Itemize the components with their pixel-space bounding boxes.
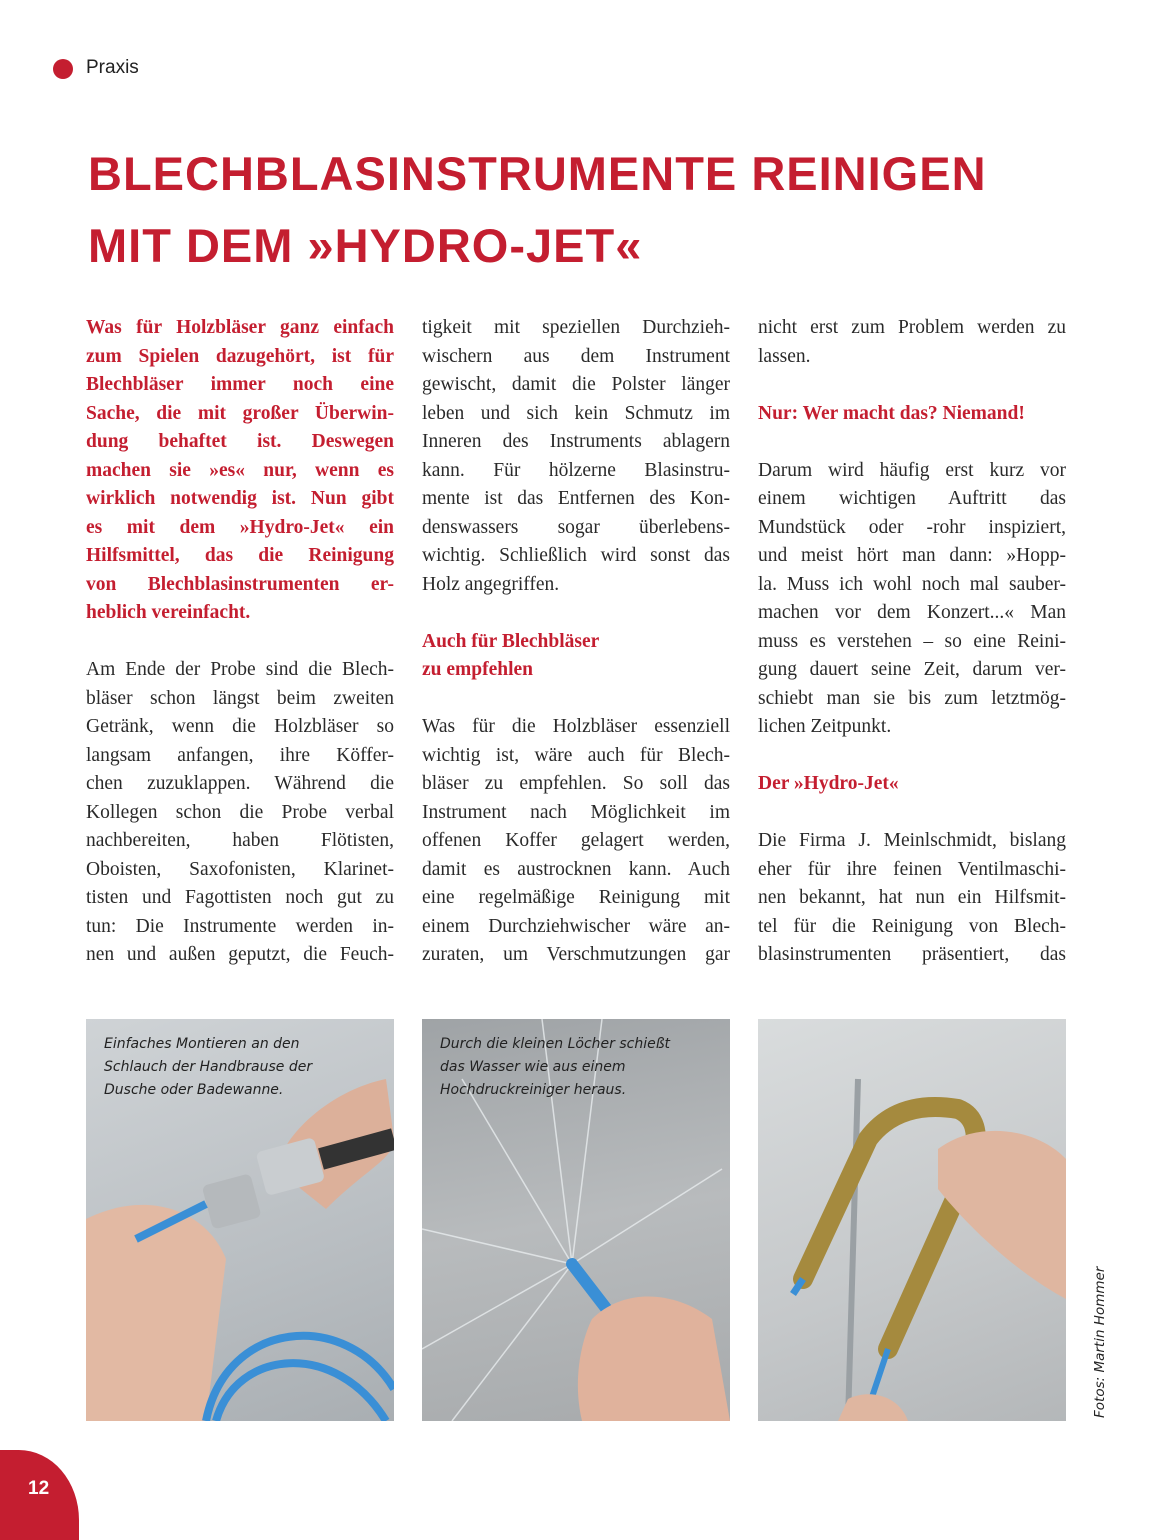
text-line: Was für Holzbläser ganz einfach — [86, 317, 394, 338]
text-line: gung dauert seine Zeit, darum ver- — [758, 659, 1066, 680]
text-line: wirklich notwendig ist. Nun gibt — [86, 488, 394, 509]
photo-caption — [104, 1033, 312, 1102]
text-line: bläser schon längst beim zweiten — [86, 687, 394, 709]
text-line: eher für ihre feinen Ventilmaschi- — [758, 858, 1066, 880]
text-line: tigkeit mit speziellen Durchzieh- — [422, 317, 730, 338]
text-line: machen sie »es« nur, wenn es — [86, 459, 394, 481]
text-line: eine regelmäßige Reinigung mit — [422, 887, 730, 908]
text-line: einem wichtigen Auftritt das — [758, 488, 1066, 509]
text-line: nicht erst zum Problem werden zu — [758, 317, 1066, 338]
text-line: Sache, die mit großer Überwin- — [86, 402, 394, 424]
lead-paragraph — [86, 314, 394, 628]
body-paragraph — [422, 314, 730, 599]
text-line: blasinstrumenten präsentiert, das — [758, 944, 1066, 965]
article-title — [88, 138, 987, 282]
text-line: leben und sich kein Schmutz im — [422, 402, 730, 424]
text-line: Inneren des Instruments ablagern — [422, 431, 730, 452]
page-number: 12 — [28, 1478, 50, 1499]
text-line: nachbereiten, haben Flötisten, — [86, 830, 394, 851]
text-line: Getränk, wenn die Holzbläser so — [86, 716, 394, 737]
text-column-3 — [758, 314, 1066, 998]
text-line: Holz angegriffen. — [422, 573, 560, 595]
section-marker-dot — [53, 59, 73, 79]
title-line-2: MIT DEM »HYDRO-JET« — [88, 219, 643, 272]
text-line: Mundstück oder -rohr inspiziert, — [758, 516, 1066, 538]
text-line: von Blechblasinstrumenten er- — [86, 573, 394, 595]
text-line: zuraten, um Verschmutzungen gar — [422, 944, 730, 965]
text-line: tisten und Fagottisten noch gut zu — [86, 887, 394, 908]
body-paragraph — [758, 827, 1066, 970]
caption-line: Hochdruckreiniger heraus. — [440, 1082, 627, 1098]
text-line: dung behaftet ist. Deswegen — [86, 431, 394, 452]
text-line: Oboisten, Saxofonisten, Klarinet- — [86, 858, 394, 880]
text-line: langsam anfangen, ihre Köffer- — [86, 744, 394, 766]
text-line: heblich vereinfacht. — [86, 602, 251, 623]
text-line: Instrument nach Möglichkeit im — [422, 801, 730, 823]
photo-credit: Fotos: Martin Hommer — [1092, 1266, 1108, 1418]
text-line: denswassers sogar überlebens- — [422, 516, 730, 538]
photo-caption — [440, 1033, 670, 1102]
text-line: zu empfehlen — [422, 659, 534, 680]
text-line: kann. Für hölzerne Blasinstru- — [422, 459, 730, 481]
text-line: einem Durchziehwischer wäre an- — [422, 915, 730, 937]
text-line: Die Firma J. Meinlschmidt, bislang — [758, 830, 1066, 851]
photo-illustration — [758, 1019, 1066, 1421]
text-line: wichtig. Schließlich wird sonst das — [422, 545, 730, 566]
caption-line: das Wasser wie aus einem — [440, 1059, 626, 1075]
text-line: la. Muss ich wohl noch mal sauber- — [758, 573, 1066, 595]
section-heading — [422, 628, 730, 685]
text-line: nen und außen geputzt, die Feuch- — [86, 944, 394, 965]
text-line: es mit dem »Hydro-Jet« ein — [86, 516, 394, 538]
caption-line: Durch die kleinen Löcher schießt — [440, 1036, 671, 1052]
caption-line: Dusche oder Badewanne. — [104, 1082, 284, 1098]
text-line: zum Spielen dazugehört, ist für — [86, 345, 394, 367]
text-line: offenen Koffer gelagert werden, — [422, 830, 730, 851]
text-line: und meist hört man dann: »Hopp- — [758, 545, 1066, 566]
section-heading — [758, 400, 1066, 429]
text-line: Kollegen schon die Probe verbal — [86, 801, 394, 823]
text-line: gewischt, damit die Polster länger — [422, 374, 730, 395]
text-line: chen zuzuklappen. Während die — [86, 773, 394, 794]
caption-line: Einfaches Montieren an den — [104, 1036, 300, 1052]
body-paragraph — [422, 713, 730, 970]
text-line: Am Ende der Probe sind die Blech- — [86, 659, 394, 680]
text-line: bläser zu empfehlen. So soll das — [422, 773, 730, 794]
text-line: wischern aus dem Instrument — [422, 345, 730, 367]
body-paragraph — [758, 314, 1066, 371]
text-line: Blechbläser immer noch eine — [86, 374, 394, 395]
text-line: mente ist das Entfernen des Kon- — [422, 488, 730, 509]
caption-line: Schlauch der Handbrause der — [104, 1059, 313, 1075]
text-line: lassen. — [758, 345, 811, 367]
section-label: Praxis — [86, 57, 139, 78]
text-line: Auch für Blechbläser — [422, 630, 600, 652]
text-line: Der »Hydro-Jet« — [758, 773, 899, 794]
text-line: Hilfsmittel, das die Reinigung — [86, 545, 394, 566]
text-line: Nur: Wer macht das? Niemand! — [758, 402, 1025, 424]
photo-mounting-adapter — [86, 1019, 394, 1421]
text-line: damit es austrocknen kann. Auch — [422, 858, 730, 880]
text-line: schiebt man sie bis zum letztmög- — [758, 687, 1066, 709]
text-line: Darum wird häufig erst kurz vor — [758, 459, 1066, 481]
text-line: muss es verstehen – so eine Reini- — [758, 630, 1066, 652]
body-paragraph — [758, 457, 1066, 742]
section-heading — [758, 770, 1066, 799]
text-line: wichtig ist, wäre auch für Blech- — [422, 744, 730, 766]
body-paragraph — [86, 656, 394, 970]
text-column-1 — [86, 314, 394, 998]
photo-water-jets — [422, 1019, 730, 1421]
text-line: machen vor dem Konzert...« Man — [758, 602, 1066, 623]
text-line: tel für die Reinigung von Blech- — [758, 915, 1066, 937]
text-line: lichen Zeitpunkt. — [758, 716, 892, 737]
text-line: Was für die Holzbläser essenziell — [422, 716, 730, 737]
title-line-1: BLECHBLASINSTRUMENTE REINIGEN — [88, 147, 987, 200]
text-line: tun: Die Instrumente werden in- — [86, 915, 394, 937]
text-column-2 — [422, 314, 730, 998]
text-line: nen bekannt, hat nun ein Hilfsmit- — [758, 887, 1066, 908]
photo-brass-tubes — [758, 1019, 1066, 1421]
